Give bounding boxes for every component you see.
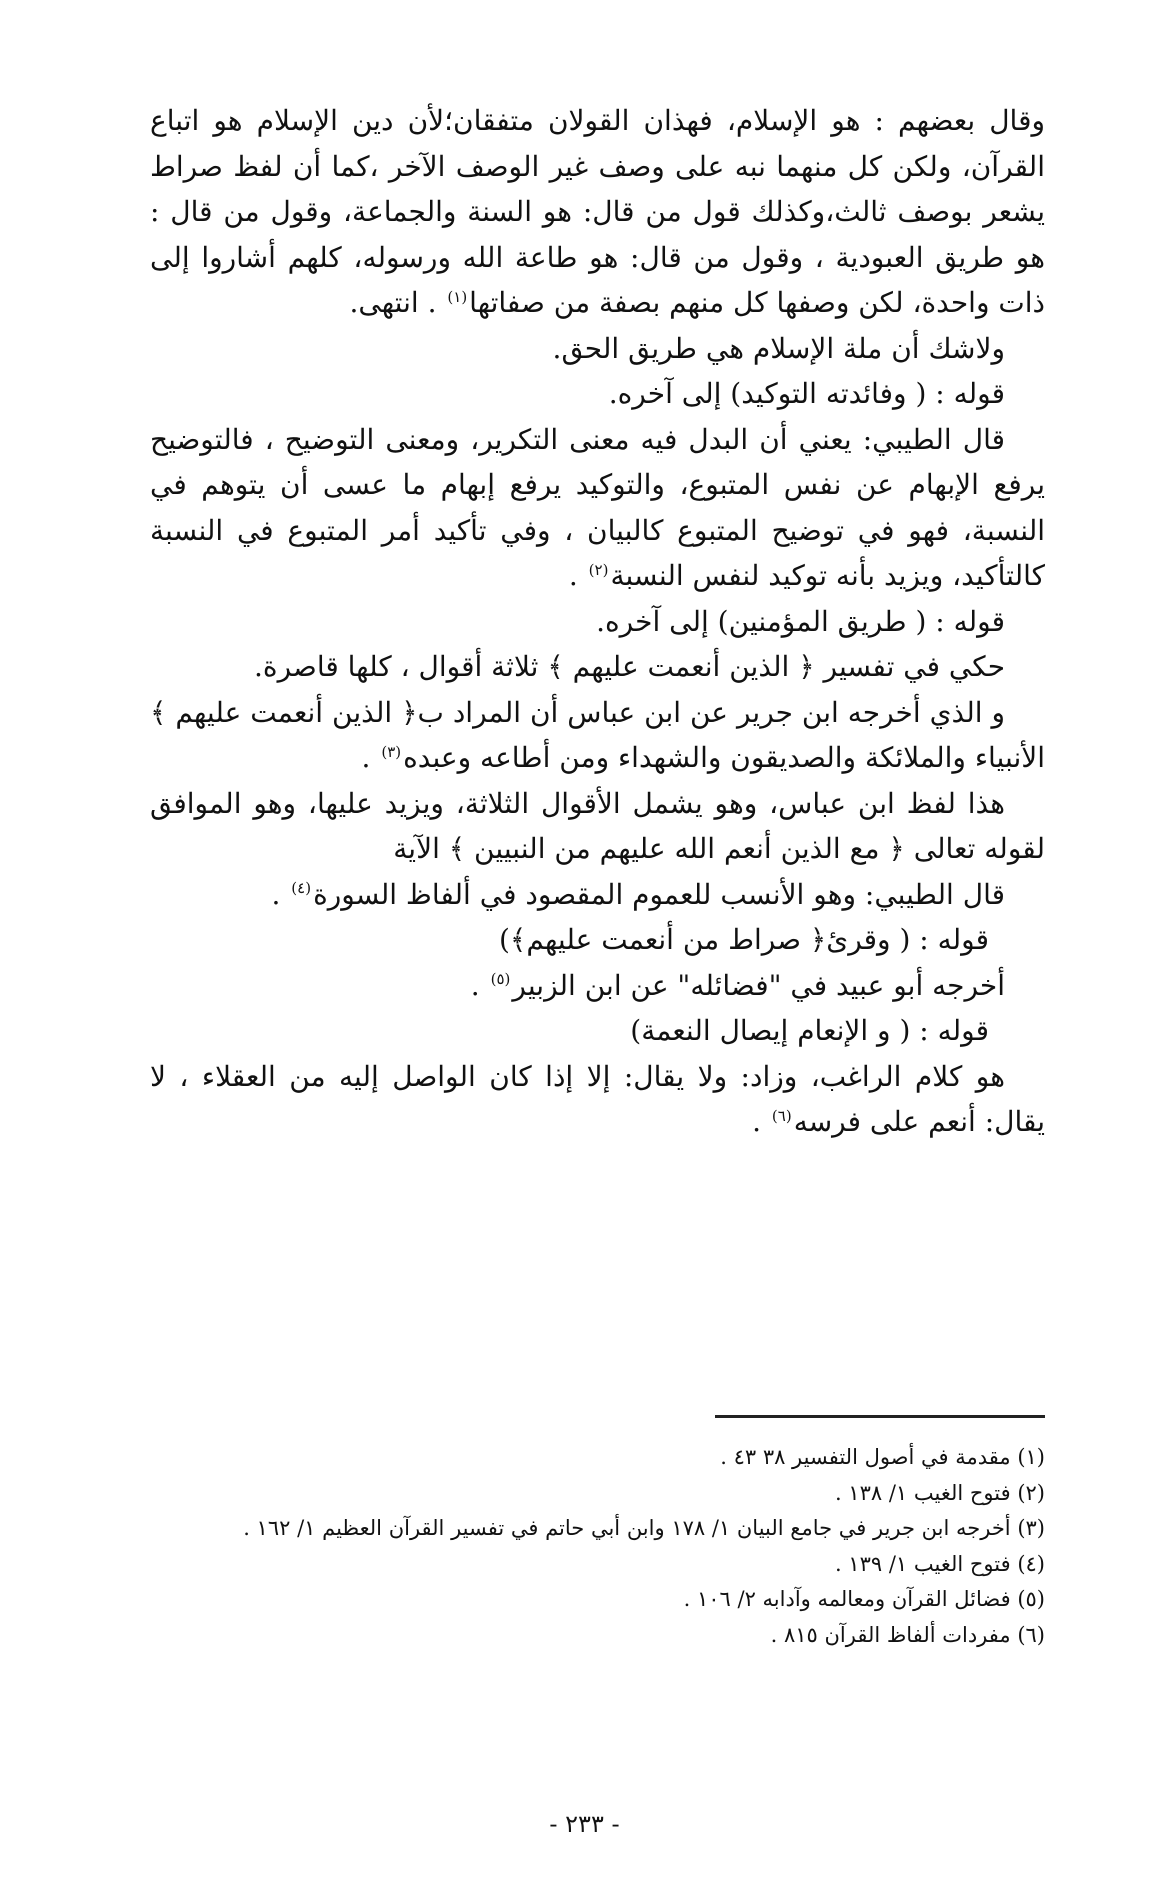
- paragraph-13-text: هو كلام الراغب، وزاد: ولا يقال: إلا إذا كان الواصل إليه من العقلاء ، لا يقال: أنعم على فرسه: [150, 1059, 1045, 1138]
- paragraph-1-text: وقال بعضهم : هو الإسلام، فهذان القولان متفقان؛لأن دين الإسلام هو اتباع القرآن، ولكن كل منهما نبه على وصف غير الوصف الآخر ،كما أن لفظ صراط يشعر بوصف ثالث،وكذلك قول من قال: هو السنة والجماعة، وقول من قال : هو طريق العبودية ، وقول من قال: هو طاعة الله ورسوله، كلهم أشاروا إلى ذات واحدة، لكن وصفها كل منهم بصفة من صفاتها: [150, 104, 1045, 319]
- paragraph-8: هذا لفظ ابن عباس، وهو يشمل الأقوال الثلاثة، ويزيد عليها، وهو الموافق لقوله تعالى ﴿ مع الذين أنعم الله عليهم من النبيين ﴾ الآية: [150, 786, 1045, 865]
- paragraph-13-tail: .: [752, 1105, 770, 1138]
- paragraph-5: قوله : ( طريق المؤمنين) إلى آخره.: [596, 604, 1005, 638]
- footnote-2: (٢) فتوح الغيب ١/ ١٣٨ .: [834, 1480, 1045, 1505]
- paragraph-11-text: أخرجه أبو عبيد في "فضائله" عن ابن الزبير: [512, 968, 1005, 1002]
- paragraph-7-tail: .: [361, 741, 380, 774]
- paragraph-4: [150, 417, 1045, 599]
- paragraph-7-text: و الذي أخرجه ابن جرير عن ابن عباس أن المراد ب﴿ الذين أنعمت عليهم ﴾ الأنبياء والملائكة والصديقون والشهداء ومن أطاعه وعبده: [150, 695, 1045, 774]
- paragraph-10: قوله : ( وقرئ﴿ صراط من أنعمت عليهم﴾): [499, 923, 989, 956]
- paragraph-13: [150, 1054, 1045, 1145]
- paragraph-1: [150, 98, 1045, 326]
- paragraph-12: قوله : ( و الإنعام إيصال النعمة): [630, 1014, 989, 1047]
- paragraph-11: [150, 963, 1045, 1009]
- footnote-ref-4: (٤): [291, 879, 312, 898]
- footnotes: [150, 1440, 1045, 1653]
- footnote-4: (٤) فتوح الغيب ١/ ١٣٩ .: [834, 1551, 1045, 1576]
- paragraph-7: [150, 690, 1045, 781]
- footnote-ref-1: (١): [447, 287, 468, 306]
- main-text: [150, 98, 1045, 1145]
- paragraph-2: ولاشك أن ملة الإسلام هي طريق الحق.: [552, 331, 1005, 365]
- footnote-1: (١) مقدمة في أصول التفسير ٣٨ ٤٣ .: [720, 1445, 1045, 1469]
- paragraph-11-tail: .: [470, 968, 489, 1002]
- paragraph-9-text: قال الطيبي: وهو الأنسب للعموم المقصود في ألفاظ السورة: [313, 877, 1005, 911]
- paragraph-3: قوله : ( وفائدته التوكيد) إلى آخره.: [608, 377, 1005, 410]
- footnote-ref-2: (٢): [588, 560, 609, 579]
- footnote-ref-6: (٦): [771, 1106, 792, 1125]
- footnote-ref-3: (٣): [381, 742, 402, 761]
- paragraph-4-tail: .: [568, 559, 587, 592]
- footnote-separator: [715, 1415, 1045, 1418]
- paragraph-1-tail: . انتهى.: [349, 286, 446, 319]
- paragraph-4-text: قال الطيبي: يعني أن البدل فيه معنى التكرير، ومعنى التوضيح ، فالتوضيح يرفع الإبهام عن نفس المتبوع، والتوكيد يرفع إبهام ما عسى أن يتوهم في النسبة، فهو في توضيح المتبوع كالبيان ، وفي تأكيد أمر المتبوع في النسبة كالتأكيد، ويزيد بأنه توكيد لنفس النسبة: [150, 422, 1045, 592]
- footnote-3: (٣) أخرجه ابن جرير في جامع البيان ١/ ١٧٨ وابن أبي حاتم في تفسير القرآن العظيم ١/ ١٦٢ .: [243, 1516, 1045, 1540]
- footnote-ref-5: (٥): [490, 970, 511, 989]
- paragraph-9: [150, 872, 1045, 918]
- paragraph-6: حكي في تفسير ﴿ الذين أنعمت عليهم ﴾ ثلاثة أقوال ، كلها قاصرة.: [254, 650, 1005, 683]
- paragraph-9-tail: .: [271, 877, 290, 911]
- footnote-6: (٦) مفردات ألفاظ القرآن ٨١٥ .: [770, 1622, 1045, 1647]
- page-number: - ٢٣٣ -: [549, 1810, 620, 1838]
- footnote-5: (٥) فضائل القرآن ومعالمه وآدابه ٢/ ١٠٦ .: [683, 1587, 1045, 1611]
